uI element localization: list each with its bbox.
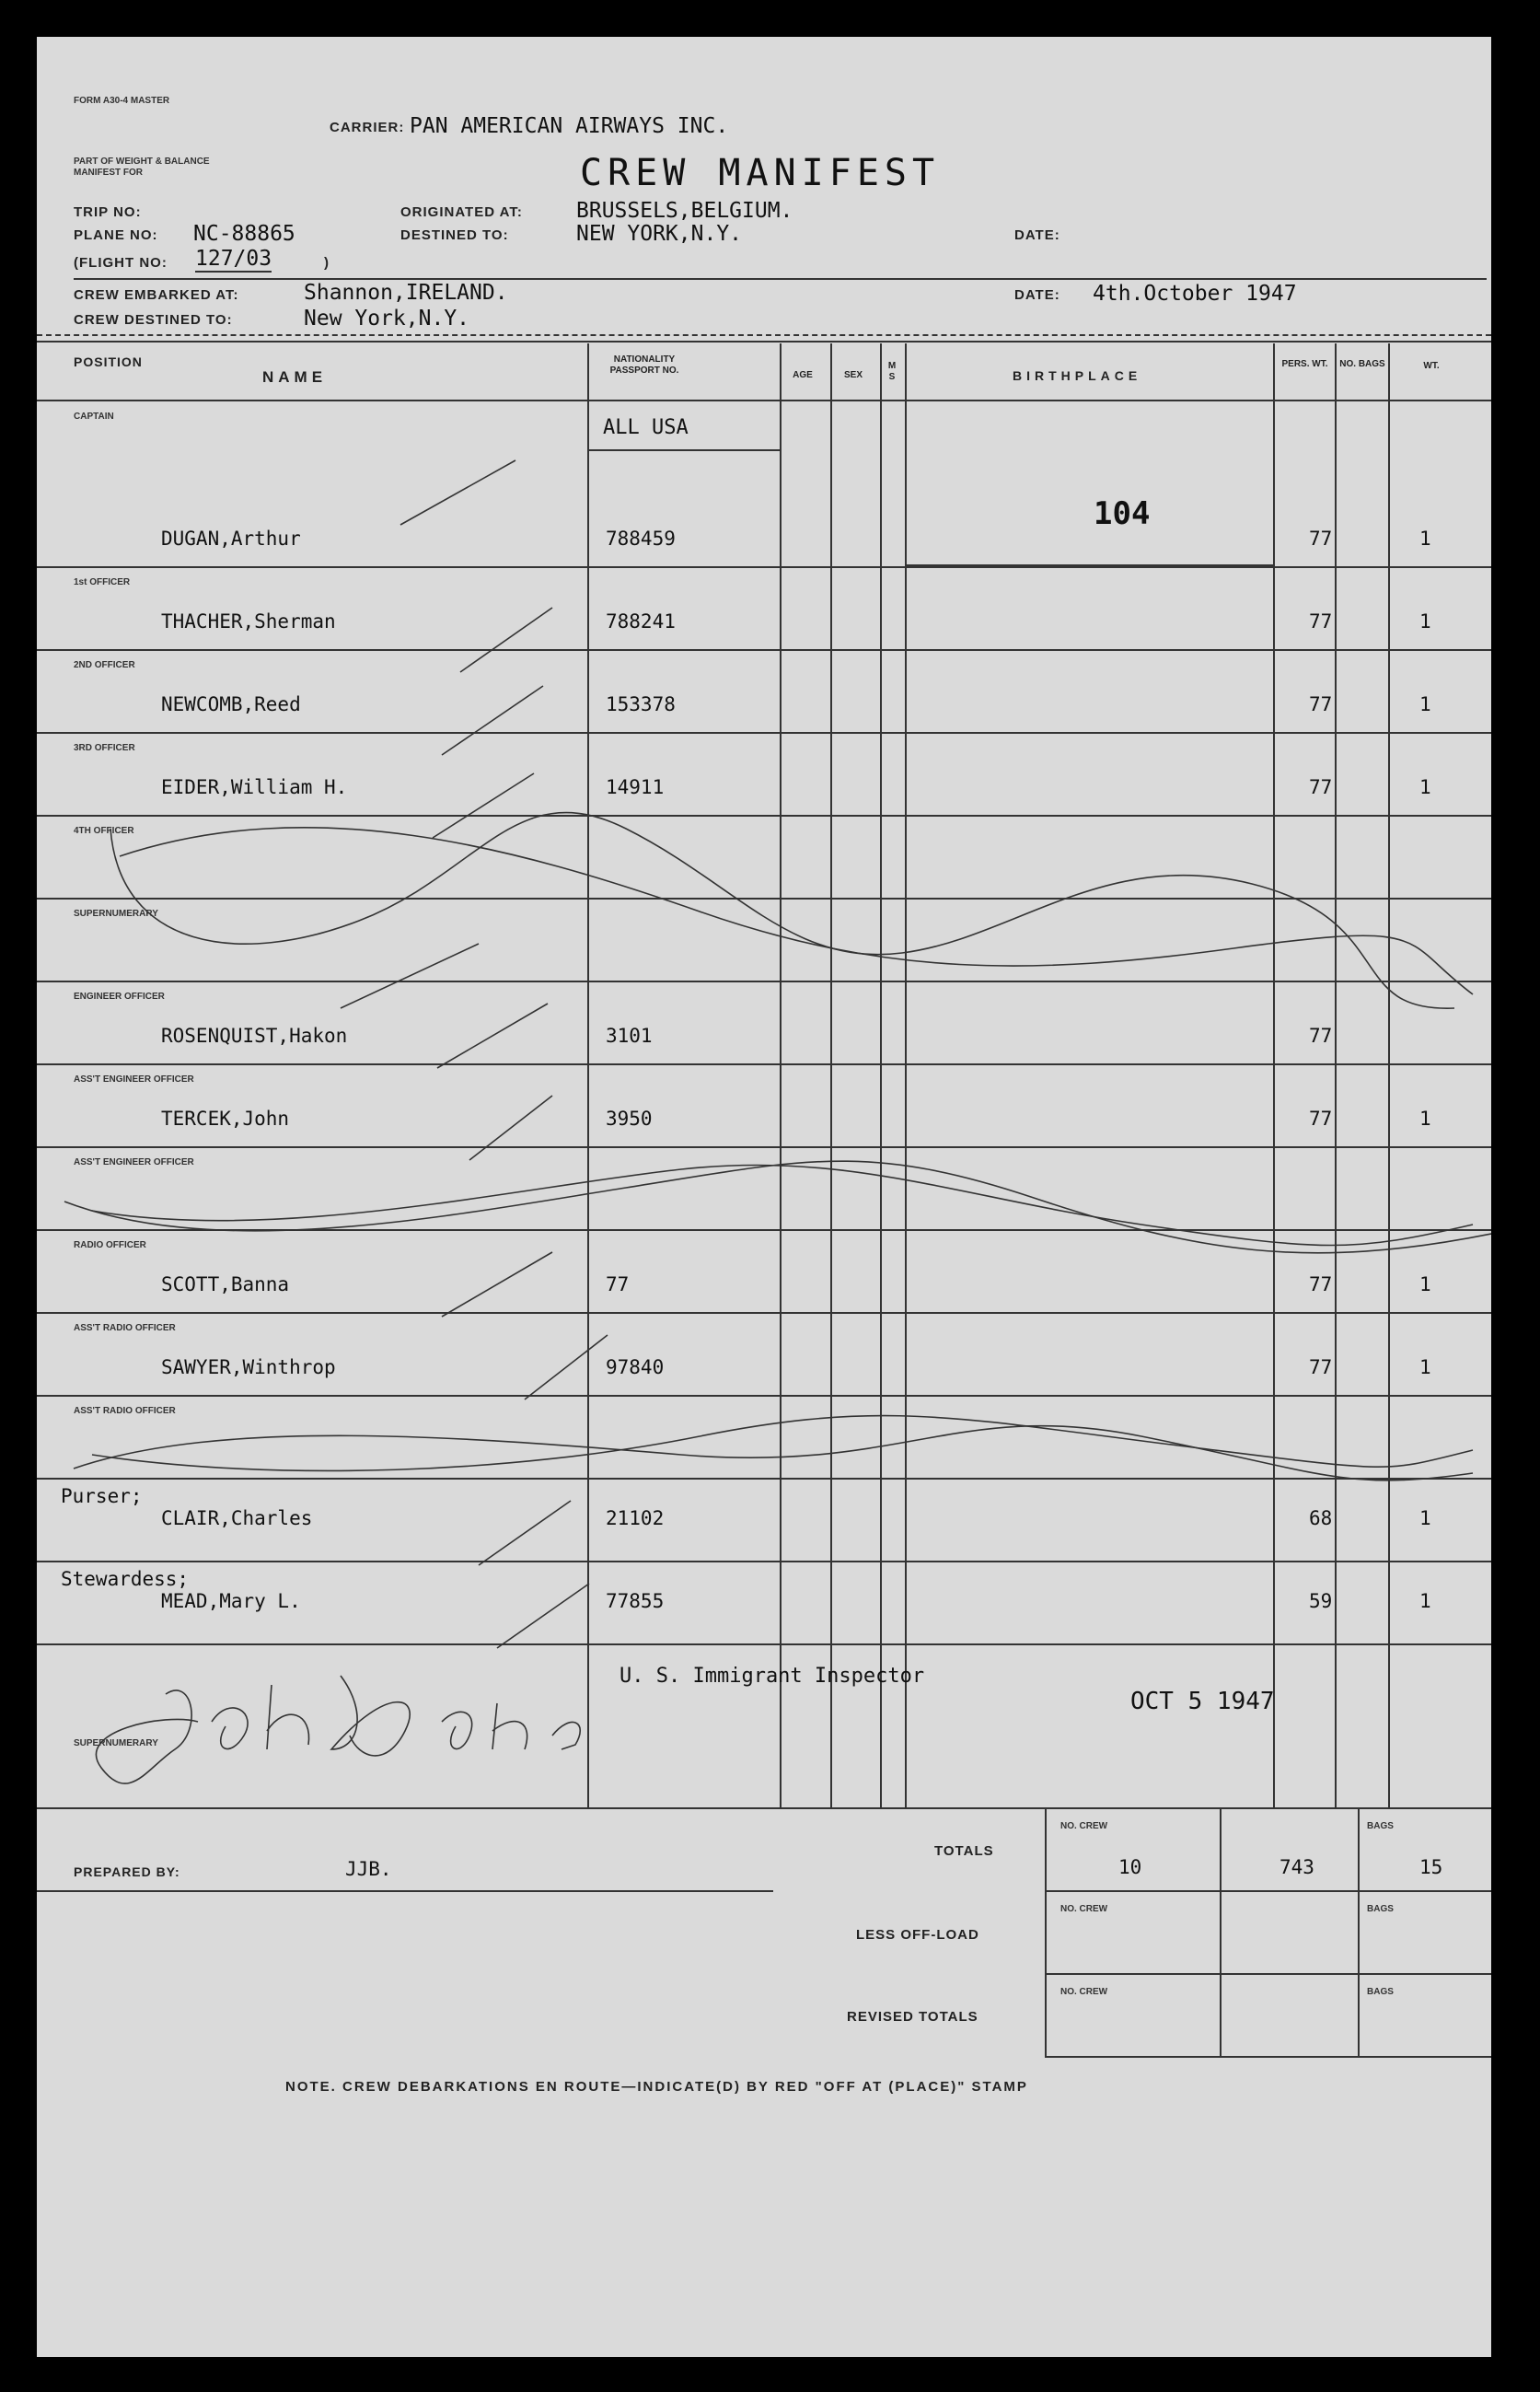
no-crew-label-2: NO. CREW xyxy=(1060,1904,1108,1914)
check-mark-1 xyxy=(400,460,515,525)
row-pers-wt: 77 xyxy=(1309,1025,1333,1047)
totals-label: TOTALS xyxy=(934,1843,994,1859)
crew-embarked-value: Shannon,IRELAND. xyxy=(304,281,508,305)
no-crew-label-1: NO. CREW xyxy=(1060,1821,1108,1831)
plane-no-label: PLANE NO: xyxy=(74,227,158,243)
row-pers-wt: 68 xyxy=(1309,1507,1333,1529)
row-position-label: ASS'T RADIO OFFICER xyxy=(74,1406,176,1416)
row-passport-no: 97840 xyxy=(606,1356,665,1378)
signature-stroke-4 xyxy=(331,1676,410,1756)
check-mark-8 xyxy=(442,1252,552,1317)
total-weight: 743 xyxy=(1279,1856,1314,1878)
row-name: MEAD,Mary L. xyxy=(161,1590,301,1612)
cross-out-wave-2 xyxy=(120,828,1473,994)
row-position-label: 3RD OFFICER xyxy=(74,743,135,753)
total-bags: 15 xyxy=(1419,1856,1443,1878)
flight-no-label: (FLIGHT NO: xyxy=(74,255,168,271)
row-pers-wt: 77 xyxy=(1309,693,1333,715)
check-mark-9 xyxy=(525,1335,608,1399)
row-bag-wt: 1 xyxy=(1419,528,1431,550)
destined-value: NEW YORK,N.Y. xyxy=(576,222,743,246)
row-passport-no: 788459 xyxy=(606,528,676,550)
cross-out-wave-5 xyxy=(74,1426,1473,1480)
row-pers-wt: 77 xyxy=(1309,1108,1333,1130)
row-bag-wt: 1 xyxy=(1419,1108,1431,1130)
row-passport-no: 14911 xyxy=(606,776,665,798)
crew-destined-label: CREW DESTINED TO: xyxy=(74,312,233,328)
row-name: ROSENQUIST,Hakon xyxy=(161,1025,348,1047)
row-name: TERCEK,John xyxy=(161,1108,290,1130)
row-position-label: 2ND OFFICER xyxy=(74,660,135,670)
form-number: FORM A30-4 MASTER xyxy=(74,96,170,106)
row-name: DUGAN,Arthur xyxy=(161,528,301,550)
bags-label-1: BAGS xyxy=(1367,1821,1394,1831)
less-offload-label: LESS OFF-LOAD xyxy=(856,1927,979,1943)
trip-no-label: TRIP NO: xyxy=(74,204,142,220)
check-mark-5 xyxy=(341,944,479,1008)
carrier-value: PAN AMERICAN AIRWAYS INC. xyxy=(410,114,729,138)
col-name: NAME xyxy=(262,368,328,386)
row-bag-wt: 1 xyxy=(1419,610,1431,633)
manifest-sheet: FORM A30-4 MASTER PART OF WEIGHT & BALANCE MANIFEST FOR CARRIER: PAN AMERICAN AIRWAYS INC. CREW MANIFEST TRIP NO: PLANE NO: NC-88865 (FLIGHT NO: 127/03 ) ORIGINATED AT: BRUSSELS,BELGIUM. DESTINED TO: NEW YORK,N.Y. DATE: CREW EMBARKED AT: Shannon,IRELAND. CREW DESTINED TO: New York,N.Y. DATE: 4th.October 1947 POSITION NAME NATIONALITY PASSPORT NO. AGE SEX M S BIRTHPLACE PERS. WT. NO. BAGS WT. ALL USA 104 CAPTAIN DUGAN,Arthur 788459 77 1 1st OFFICER THACHER,Sherman 788241 77 1 2ND OFFICER NEWCOMB,Reed 153378 77 1 3RD OFFICER EIDER,William H. 14911 77 1 4TH OFFICER SUPERNUMERARY ENGINEER OFFICER ROSENQUIST,Hakon 3101 77 ASS'T ENGINEER OFFICER TERCEK,John 3950 77 1 ASS'T ENGINEER OFFICER RADIO OFFICER SCOTT,Banna 77 77 1 ASS'T RADIO OFFICER SAWYER,Winthrop 97840 77 1 ASS'T RADIO OFFICER Purser; CLAIR,Charles 21102 68 1 Stewardess; MEAD,Mary L. 77855 59 1 U. S. Immigrant Inspector OCT 5 1947 SUPERNUMERARY PREPARED BY: JJB. TOTALS LESS OFF-LOAD REVISED TOTALS NO. CREW BAGS NO. CREW BAGS NO. CREW BAGS 10 743 15 NOTE. CREW DEBARKATIONS EN ROUTE—INDICATE(D) BY RED "OFF AT (PLACE)" STAMP xyxy=(37,37,1491,2357)
date2-value: 4th.October 1947 xyxy=(1093,282,1297,306)
check-mark-10 xyxy=(479,1501,571,1565)
destined-label: DESTINED TO: xyxy=(400,227,509,243)
inspector-label: U. S. Immigrant Inspector xyxy=(619,1665,925,1688)
col-age: AGE xyxy=(793,370,813,380)
signature-stroke-1 xyxy=(96,1690,198,1783)
col-no-bags: NO. BAGS xyxy=(1339,359,1385,369)
row-position-label: 1st OFFICER xyxy=(74,577,131,587)
flight-no-value: 127/03 xyxy=(195,247,272,271)
row-position-label: SUPERNUMERARY xyxy=(74,909,158,919)
col-sex: SEX xyxy=(843,370,863,380)
handwritten-marks xyxy=(37,37,1491,2357)
cross-out-wave-4 xyxy=(92,1165,1473,1245)
no-crew-label-3: NO. CREW xyxy=(1060,1987,1108,1997)
check-mark-11 xyxy=(497,1584,589,1648)
row-bag-wt: 1 xyxy=(1419,693,1431,715)
check-mark-3 xyxy=(442,686,543,755)
page-title: CREW MANIFEST xyxy=(580,152,941,194)
row-passport-no: 3950 xyxy=(606,1108,653,1130)
row-bag-wt: 1 xyxy=(1419,1507,1431,1529)
col-ms: M S xyxy=(887,361,897,382)
row-passport-no: 77855 xyxy=(606,1590,665,1612)
col-pers-wt: PERS. WT. xyxy=(1281,359,1328,369)
check-mark-4 xyxy=(433,773,534,838)
signature-stroke-2 xyxy=(212,1708,248,1749)
row-passport-no: 153378 xyxy=(606,693,676,715)
row-position-label: RADIO OFFICER xyxy=(74,1240,146,1250)
row-name: SCOTT,Banna xyxy=(161,1273,290,1295)
row-pers-wt: 77 xyxy=(1309,776,1333,798)
row-passport-no: 788241 xyxy=(606,610,676,633)
all-usa-note: ALL USA xyxy=(603,416,689,439)
crew-embarked-label: CREW EMBARKED AT: xyxy=(74,287,239,303)
row-bag-wt: 1 xyxy=(1419,776,1431,798)
check-mark-7 xyxy=(469,1096,552,1160)
row-name: CLAIR,Charles xyxy=(161,1507,313,1529)
check-mark-2 xyxy=(460,608,552,672)
row-position-label: 4TH OFFICER xyxy=(74,826,134,836)
revised-totals-label: REVISED TOTALS xyxy=(847,2009,978,2025)
row-bag-wt: 1 xyxy=(1419,1590,1431,1612)
signature-stroke-3 xyxy=(267,1685,309,1749)
row-bag-wt: 1 xyxy=(1419,1356,1431,1378)
check-mark-6 xyxy=(437,1004,548,1068)
row-passport-no: 77 xyxy=(606,1273,630,1295)
prepared-by-label: PREPARED BY: xyxy=(74,1864,180,1879)
col-position: POSITION xyxy=(74,354,143,369)
col-nationality: NATIONALITY PASSPORT NO. xyxy=(609,354,679,376)
row-name: THACHER,Sherman xyxy=(161,610,336,633)
row-name: SAWYER,Winthrop xyxy=(161,1356,336,1378)
row-pers-wt: 59 xyxy=(1309,1590,1333,1612)
row-name: EIDER,William H. xyxy=(161,776,348,798)
carrier-label: CARRIER: xyxy=(330,120,405,135)
row-name: NEWCOMB,Reed xyxy=(161,693,301,715)
total-crew-count: 10 xyxy=(1118,1856,1142,1878)
bags-label-3: BAGS xyxy=(1367,1987,1394,1997)
row-position-label: CAPTAIN xyxy=(74,412,114,422)
crew-destined-value: New York,N.Y. xyxy=(304,307,470,331)
row-passport-no: 3101 xyxy=(606,1025,653,1047)
date2-label: DATE: xyxy=(1014,287,1060,303)
inspector-stamp-date: OCT 5 1947 xyxy=(1130,1688,1275,1715)
footer-note: NOTE. CREW DEBARKATIONS EN ROUTE—INDICATE(D) BY RED "OFF AT (PLACE)" STAMP xyxy=(285,2079,1028,2095)
row-position-label: Stewardess; xyxy=(61,1568,190,1590)
row-passport-no: 21102 xyxy=(606,1507,665,1529)
row-position-label: Purser; xyxy=(61,1485,143,1507)
row-position-label: ASS'T RADIO OFFICER xyxy=(74,1323,176,1333)
plane-no-value: NC-88865 xyxy=(193,222,295,246)
cross-out-wave-3 xyxy=(64,1161,1491,1253)
row-pers-wt: 77 xyxy=(1309,1356,1333,1378)
originated-value: BRUSSELS,BELGIUM. xyxy=(576,199,793,223)
col-bag-wt: WT. xyxy=(1423,361,1440,371)
bags-label-2: BAGS xyxy=(1367,1904,1394,1914)
supernumerary-bottom-label: SUPERNUMERARY xyxy=(74,1738,158,1748)
row-pers-wt: 77 xyxy=(1309,528,1333,550)
row-pers-wt: 77 xyxy=(1309,610,1333,633)
row-bag-wt: 1 xyxy=(1419,1273,1431,1295)
prepared-by-value: JJB. xyxy=(345,1858,392,1880)
row-position-label: ASS'T ENGINEER OFFICER xyxy=(74,1157,194,1167)
date-label: DATE: xyxy=(1014,227,1060,243)
col-birthplace: BIRTHPLACE xyxy=(1013,368,1142,383)
originated-label: ORIGINATED AT: xyxy=(400,204,523,220)
stamp-number: 104 xyxy=(1094,495,1151,532)
row-pers-wt: 77 xyxy=(1309,1273,1333,1295)
part-of-label: PART OF WEIGHT & BALANCE MANIFEST FOR xyxy=(74,157,210,178)
row-position-label: ENGINEER OFFICER xyxy=(74,992,165,1002)
signature-stroke-5 xyxy=(442,1703,580,1749)
cross-out-wave-1 xyxy=(110,813,1454,1009)
row-position-label: ASS'T ENGINEER OFFICER xyxy=(74,1074,194,1085)
